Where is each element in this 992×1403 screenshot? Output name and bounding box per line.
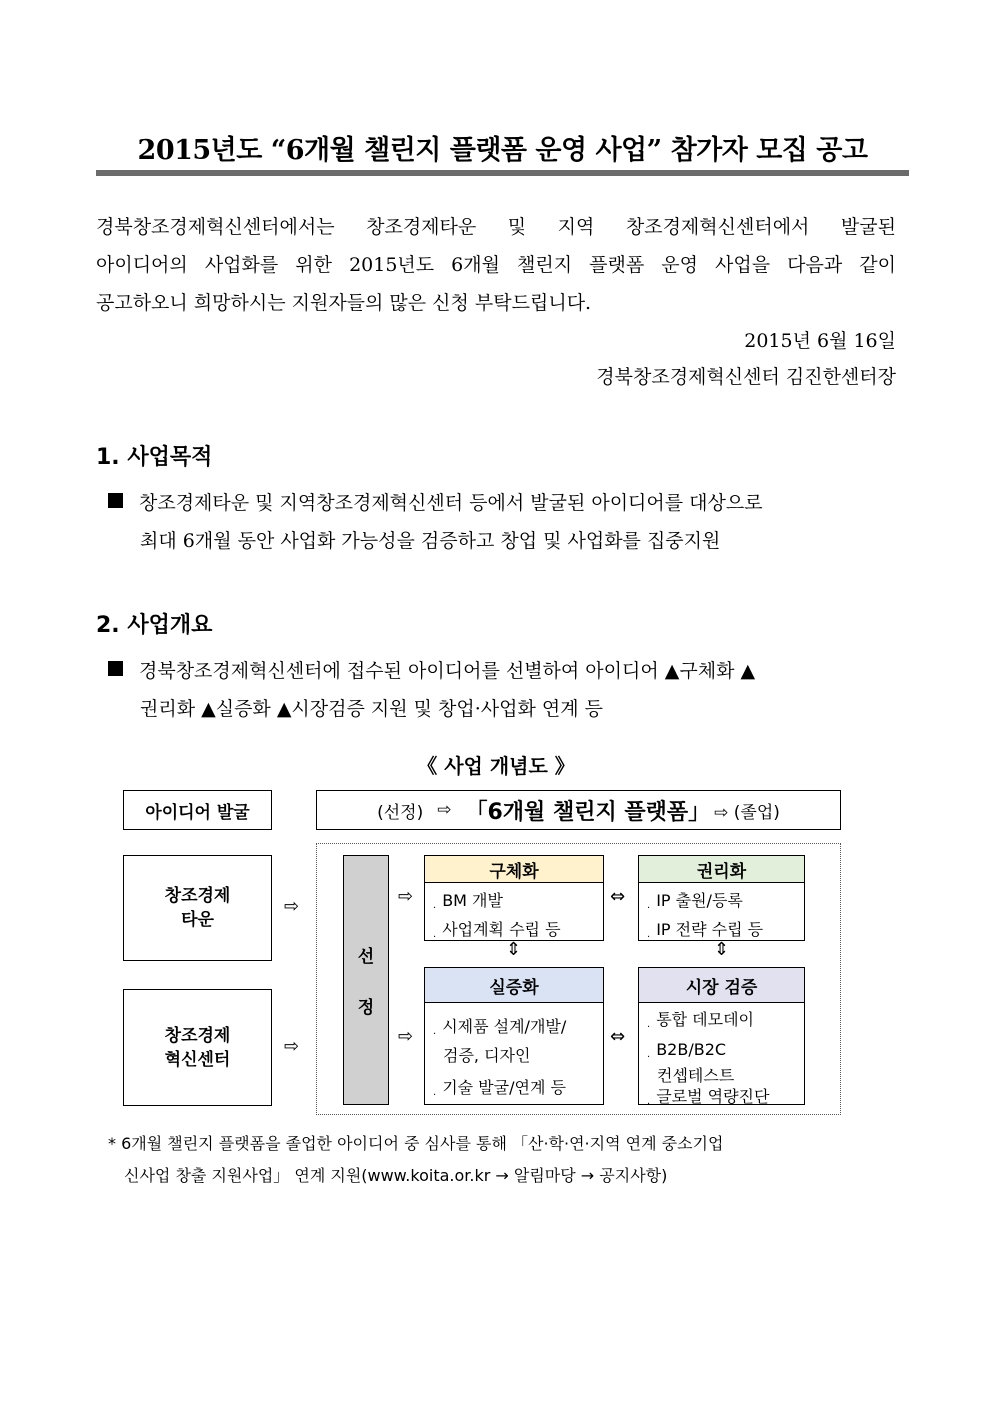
stage-item: . 글로벌 역량진단: [647, 1086, 796, 1112]
source-label: 혁신센터: [164, 1049, 231, 1070]
source-innovation-center: [123, 989, 272, 1106]
footnote: [108, 1128, 908, 1192]
intro-paragraph: [96, 208, 896, 322]
page-title: 2015년도 “6개월 챌린지 플랫폼 운영 사업” 참가자 모집 공고: [137, 135, 868, 166]
idea-discovery-box: 아이디어 발굴: [123, 790, 272, 830]
intro-line: 아이디어의 사업화를 위한 2015년도 6개월 챌린지 플랫폼 운영 사업을 다음과 같이: [96, 254, 896, 276]
stage-item: . BM 개발: [433, 889, 595, 918]
flow-post-label: ⇨ (졸업): [714, 802, 780, 823]
stage-item: . 시제품 설계/개발/: [433, 1015, 595, 1044]
stage-item: . B2B/B2C: [647, 1039, 796, 1065]
right-arrow-icon: ⇨: [284, 1036, 300, 1057]
bullet-text: 창조경제타운 및 지역창조경제혁신센터 등에서 발굴된 아이디어를 대상으로: [139, 492, 763, 514]
stage-item: . 사업계획 수립 등: [433, 918, 595, 947]
stage-box-concretize: [424, 855, 604, 941]
intro-line: 공고하오니 희망하시는 지원자들의 많은 신청 부탁드립니다.: [96, 292, 592, 314]
diagram-title: 《 사업 개념도 》: [417, 754, 575, 778]
up-down-arrow-icon: ⇕: [714, 939, 730, 960]
selection-column: [343, 855, 389, 1105]
selection-char: 정: [357, 998, 375, 1018]
title-underline: [96, 170, 909, 176]
source-label: 창조경제: [164, 886, 231, 906]
square-bullet-icon: [108, 493, 123, 508]
stage-box-rights: [638, 855, 805, 941]
source-label: 타운: [181, 910, 214, 930]
bullet-text: 경북창조경제혁신센터에 접수된 아이디어를 선별하여 아이디어 ▲구체화 ▲: [139, 660, 756, 682]
stage-header: 실증화: [425, 968, 603, 1003]
section-heading-overview: 2. 사업개요: [96, 613, 213, 638]
stage-header: 권리화: [639, 856, 804, 883]
selection-char: 선: [357, 947, 375, 967]
stage-item-cont: 컨셉테스트: [657, 1066, 735, 1085]
stage-header: 구체화: [425, 856, 603, 883]
source-label: 창조경제: [164, 1025, 231, 1046]
left-right-arrow-icon: ⇔: [610, 886, 626, 907]
stage-item: . 통합 데모데이: [647, 1009, 796, 1035]
source-creative-town: [123, 855, 272, 961]
section-heading-purpose: 1. 사업목적: [96, 445, 213, 470]
overview-bullet: [108, 652, 898, 728]
stage-box-market: [638, 967, 805, 1105]
stage-item: . 기술 발굴/연계 등: [433, 1076, 595, 1105]
flow-banner: [316, 790, 841, 830]
stage-header: 시장 검증: [639, 968, 804, 1003]
right-arrow-icon: ⇨: [284, 896, 300, 917]
flow-main-label: 「6개월 챌린지 플랫폼」: [465, 799, 711, 825]
stage-item-cont: 검증, 디자인: [443, 1046, 531, 1065]
stage-item: . IP 전략 수립 등: [647, 918, 796, 947]
up-down-arrow-icon: ⇕: [506, 939, 522, 960]
left-right-arrow-icon: ⇔: [610, 1026, 626, 1047]
purpose-bullet: [108, 484, 898, 560]
footnote-line: 신사업 창출 지원사업」 연계 지원(www.koita.or.kr → 알림마당 → 공지사항): [124, 1166, 668, 1185]
stage-box-proof: [424, 967, 604, 1105]
footnote-line: * 6개월 챌린지 플랫폼을 졸업한 아이디어 중 심사를 통해 「산·학·연·지역 연계 중소기업: [108, 1134, 724, 1153]
flow-pre-label: (선정): [377, 802, 424, 823]
right-arrow-icon: ⇨: [398, 1026, 414, 1047]
announcement-date: 2015년 6월 16일: [744, 330, 896, 352]
bullet-text-cont: 권리화 ▲실증화 ▲시장검증 지원 및 창업·사업화 연계 등: [140, 698, 603, 720]
intro-line: 경북창조경제혁신센터에서는 창조경제타운 및 지역 창조경제혁신센터에서 발굴된: [96, 216, 896, 238]
announcement-signature: 경북창조경제혁신센터 김진한센터장: [596, 366, 896, 388]
square-bullet-icon: [108, 661, 123, 676]
right-arrow-icon: ⇨: [398, 886, 414, 907]
bullet-text-cont: 최대 6개월 동안 사업화 가능성을 검증하고 창업 및 사업화를 집중지원: [140, 530, 721, 552]
stage-item: . IP 출원/등록: [647, 889, 796, 918]
right-arrow-icon: ⇨: [437, 800, 452, 820]
